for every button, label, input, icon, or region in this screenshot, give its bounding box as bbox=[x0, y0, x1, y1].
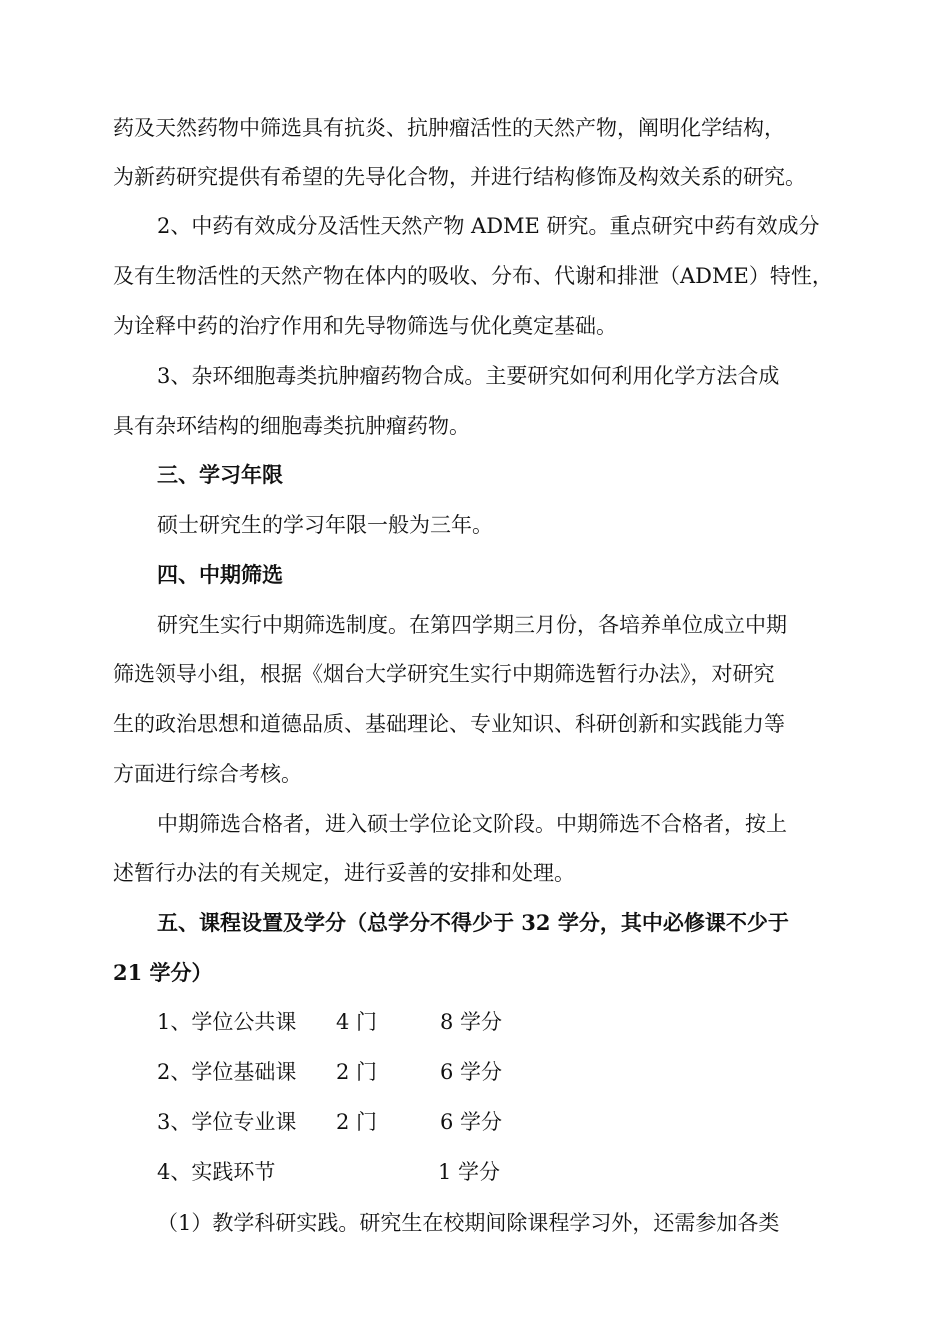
text: （1）教学科研实践。研究生在校期间除课程学习外，还需参加各类 bbox=[157, 1211, 780, 1235]
text: 药及天然药物中筛选具有抗炎、抗肿瘤活性的天然产物，阐明化学结构， bbox=[113, 116, 785, 140]
text: 2、中药有效成分及活性天然产物 ADME 研究。重点研究中药有效成分 bbox=[157, 214, 820, 238]
course-row bbox=[0, 1007, 950, 1037]
heading-text: 21 学分） bbox=[113, 960, 213, 985]
text: 述暂行办法的有关规定，进行妥善的安排和处理。 bbox=[113, 861, 575, 885]
text: 3、杂环细胞毒类抗肿瘤药物合成。主要研究如何利用化学方法合成 bbox=[157, 364, 780, 388]
course-credits: 6 学分 bbox=[440, 1110, 503, 1134]
text: 生的政治思想和道德品质、基础理论、专业知识、科研创新和实践能力等 bbox=[113, 712, 785, 736]
course-count: 2 门 bbox=[336, 1110, 378, 1134]
text: 具有杂环结构的细胞毒类抗肿瘤药物。 bbox=[113, 414, 470, 438]
text: 为诠释中药的治疗作用和先导物筛选与优化奠定基础。 bbox=[113, 314, 617, 338]
text: 及有生物活性的天然产物在体内的吸收、分布、代谢和排泄（ADME）特性， bbox=[113, 264, 833, 288]
text: 中期筛选合格者，进入硕士学位论文阶段。中期筛选不合格者，按上 bbox=[157, 812, 787, 836]
text: 筛选领导小组，根据《烟台大学研究生实行中期筛选暂行办法》，对研究 bbox=[113, 662, 775, 686]
paragraph-line bbox=[0, 211, 950, 241]
paragraph-line bbox=[0, 1208, 950, 1238]
paragraph-line bbox=[0, 809, 950, 839]
paragraph-line bbox=[0, 311, 950, 341]
course-name: 2、学位基础课 bbox=[157, 1060, 297, 1084]
paragraph-line bbox=[0, 261, 950, 291]
paragraph-line bbox=[0, 759, 950, 789]
heading-text: 三、学习年限 bbox=[157, 462, 283, 487]
paragraph-line bbox=[0, 361, 950, 391]
course-name: 1、学位公共课 bbox=[157, 1010, 297, 1034]
text: 研究生实行中期筛选制度。在第四学期三月份，各培养单位成立中期 bbox=[157, 613, 787, 637]
paragraph-line bbox=[0, 659, 950, 689]
paragraph-line bbox=[0, 113, 950, 143]
heading-text: 四、中期筛选 bbox=[157, 562, 283, 587]
paragraph-line bbox=[0, 610, 950, 640]
course-row bbox=[0, 1107, 950, 1137]
course-row bbox=[0, 1057, 950, 1087]
section-heading bbox=[0, 460, 950, 490]
section-heading bbox=[0, 908, 950, 938]
paragraph-line bbox=[0, 510, 950, 540]
paragraph-line bbox=[0, 858, 950, 888]
paragraph-line bbox=[0, 162, 950, 192]
text: 硕士研究生的学习年限一般为三年。 bbox=[157, 513, 493, 537]
section-heading bbox=[0, 560, 950, 590]
course-row bbox=[0, 1157, 950, 1187]
paragraph-line bbox=[0, 411, 950, 441]
course-count: 4 门 bbox=[336, 1010, 378, 1034]
course-credits: 8 学分 bbox=[440, 1010, 503, 1034]
course-credits: 1 学分 bbox=[438, 1160, 501, 1184]
course-count: 2 门 bbox=[336, 1060, 378, 1084]
course-credits: 6 学分 bbox=[440, 1060, 503, 1084]
course-name: 4、实践环节 bbox=[157, 1160, 276, 1184]
text: 为新药研究提供有希望的先导化合物，并进行结构修饰及构效关系的研究。 bbox=[113, 165, 806, 189]
heading-text: 五、课程设置及学分（总学分不得少于 32 学分，其中必修课不少于 bbox=[157, 910, 789, 935]
course-name: 3、学位专业课 bbox=[157, 1110, 297, 1134]
text: 方面进行综合考核。 bbox=[113, 762, 302, 786]
paragraph-line bbox=[0, 709, 950, 739]
section-heading bbox=[0, 958, 950, 988]
